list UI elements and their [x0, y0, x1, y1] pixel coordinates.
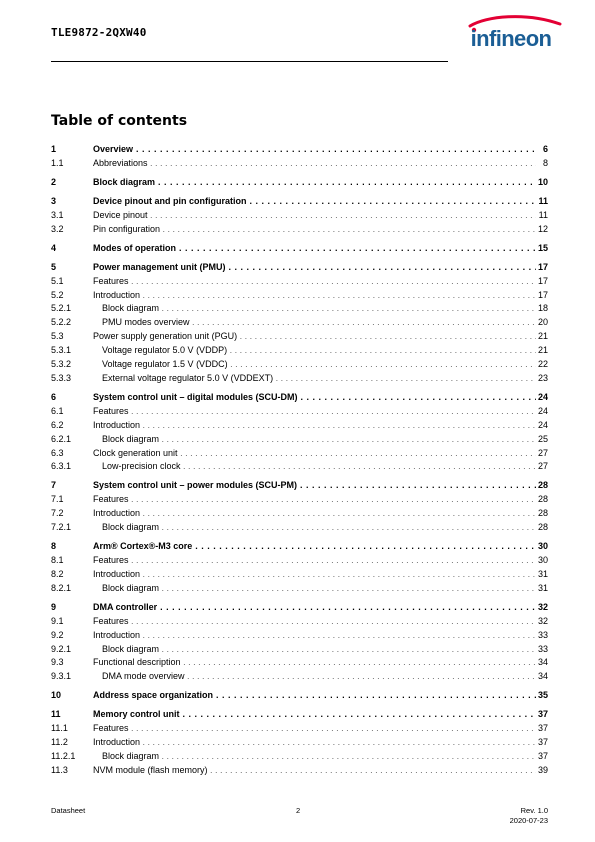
toc-entry-label[interactable]: Features . . .	[93, 722, 536, 734]
toc-entry[interactable]	[51, 209, 548, 221]
toc-entry[interactable]	[51, 568, 548, 580]
toc-entry-page[interactable]: 28	[537, 494, 548, 505]
toc-entry-number: 7	[51, 480, 57, 491]
toc-entry-page[interactable]: 32	[537, 601, 548, 612]
header-divider	[51, 61, 448, 62]
toc-entry[interactable]	[51, 493, 548, 505]
toc-entry-number: 9.2	[51, 629, 64, 640]
toc-entry-number: 11	[51, 709, 61, 720]
toc-entry[interactable]	[51, 302, 548, 314]
toc-entry[interactable]	[51, 629, 548, 641]
toc-entry-number: 1	[51, 144, 57, 154]
toc-entry-label[interactable]: Block diagram . . .	[102, 582, 536, 594]
toc-entry-page[interactable]: 31	[537, 582, 548, 593]
document-title: TLE9872-2QXW40	[51, 26, 147, 39]
toc-entry-label[interactable]: Introduction . . .	[93, 419, 536, 431]
toc-entry-label[interactable]: Voltage regulator 1.5 V (VDDC) . . .	[102, 358, 536, 370]
toc-entry[interactable]	[51, 554, 548, 566]
toc-entry-page[interactable]: 17	[537, 261, 548, 272]
toc-entry[interactable]	[51, 289, 548, 301]
logo-wordmark: infineon	[470, 26, 552, 51]
toc-entry-label[interactable]: NVM module (flash memory) . . .	[93, 764, 536, 776]
toc-entry-number: 7.2	[51, 508, 64, 519]
toc-entry-number: 6.3	[51, 447, 64, 458]
toc-entry-label[interactable]: Pin configuration . . .	[93, 223, 536, 235]
toc-entry-page[interactable]: 39	[537, 764, 548, 775]
toc-entry-label[interactable]: Device pinout . . .	[93, 209, 536, 221]
toc-entry-label[interactable]: External voltage regulator 5.0 V (VDDEXT) . . .	[102, 372, 536, 384]
toc-entry-page[interactable]: 24	[537, 391, 548, 402]
toc-entry-number: 9	[51, 601, 57, 612]
toc-entry-label[interactable]: Introduction . . .	[93, 289, 536, 301]
toc-entry-label[interactable]: Block diagram . . .	[93, 176, 536, 188]
toc-entry-label[interactable]: DMA mode overview . . .	[102, 670, 536, 682]
toc-entry-page[interactable]: 15	[537, 242, 548, 253]
toc-entry-page[interactable]: 18	[537, 303, 548, 314]
toc-entry[interactable]	[51, 656, 548, 668]
toc-entry-number: 5	[51, 261, 57, 272]
toc-entry-label[interactable]: DMA controller . . .	[93, 601, 536, 613]
toc-entry-number: 7.1	[51, 494, 64, 505]
toc-entry-label[interactable]: System control unit – digital modules (SCU-DM) . . .	[93, 391, 536, 403]
toc-entry[interactable]	[51, 507, 548, 519]
toc-entry[interactable]	[51, 447, 548, 459]
toc-entry-number: 6	[51, 391, 57, 402]
toc-entry-number: 5.2	[51, 289, 64, 300]
toc-entry[interactable]	[51, 736, 548, 748]
toc-entry-page[interactable]: 11	[538, 195, 548, 206]
toc-entry-label[interactable]: Modes of operation . . .	[93, 242, 536, 254]
toc-entry-label[interactable]: Voltage regulator 5.0 V (VDDP) . . .	[102, 344, 536, 356]
toc-entry-number: 3	[51, 195, 57, 206]
toc-entry[interactable]	[51, 540, 548, 552]
toc-entry-number: 8.2	[51, 568, 64, 579]
toc-entry-number: 5.3	[51, 331, 64, 342]
toc-entry-number: 9.3	[51, 657, 64, 668]
toc-entry-page[interactable]: 28	[537, 522, 548, 533]
toc-entry-page[interactable]: 27	[537, 447, 548, 458]
toc-entry-page[interactable]: 30	[537, 541, 548, 552]
footer-date: 2020-07-23	[509, 816, 548, 825]
toc-entry-label[interactable]: Device pinout and pin configuration . . .	[93, 195, 536, 207]
toc-entry-label[interactable]: Memory control unit . . .	[93, 708, 536, 720]
toc-entry-number: 7.2.1	[51, 522, 72, 533]
toc-entry-number: 5.3.1	[51, 345, 72, 356]
toc-entry-number: 8	[51, 541, 57, 552]
toc-entry-label[interactable]: Functional description . . .	[93, 656, 536, 668]
toc-entry-label[interactable]: Features . . .	[93, 275, 536, 287]
toc-entry[interactable]	[51, 176, 548, 188]
toc-entry-number: 1.1	[51, 157, 64, 168]
toc-entry-label[interactable]: Introduction . . .	[93, 736, 536, 748]
toc-entry-page[interactable]: 21	[537, 331, 548, 342]
toc-entry[interactable]	[51, 242, 548, 254]
toc-entry-page[interactable]: 11	[538, 209, 548, 220]
toc-entry-page[interactable]: 20	[537, 317, 548, 328]
toc-entry-number: 5.2.1	[51, 303, 72, 314]
toc-entry-page[interactable]: 27	[537, 461, 548, 472]
toc-entry-page[interactable]: 33	[537, 643, 548, 654]
toc-entry-page[interactable]: 17	[537, 289, 548, 300]
toc-entry-label[interactable]: Overview . . .	[93, 143, 536, 155]
toc-entry-number: 5.1	[51, 275, 64, 286]
toc-entry[interactable]	[51, 708, 548, 720]
toc-entry-page[interactable]: 33	[537, 629, 548, 640]
toc-entry-page[interactable]: 37	[537, 723, 548, 734]
toc-entry[interactable]	[51, 223, 548, 235]
toc-entry[interactable]	[51, 601, 548, 613]
toc-entry-page[interactable]: 37	[537, 751, 548, 761]
toc-entry-label[interactable]: Power management unit (PMU) . . .	[93, 261, 536, 273]
toc-entry-label[interactable]: Block diagram . . .	[102, 302, 536, 314]
toc-entry[interactable]	[51, 521, 548, 533]
toc-heading: Table of contents	[51, 113, 188, 129]
toc-entry-page[interactable]: 12	[537, 223, 548, 234]
toc-entry-number: 11.2	[51, 737, 68, 748]
toc-entry[interactable]	[51, 143, 548, 155]
toc-entry-label[interactable]: PMU modes overview . . .	[102, 316, 536, 328]
toc-entry-label[interactable]: Introduction . . .	[93, 568, 536, 580]
toc-entry-label[interactable]: Introduction . . .	[93, 507, 536, 519]
toc-entry-number: 6.1	[51, 405, 64, 416]
toc-entry-page[interactable]: 25	[537, 433, 548, 444]
toc-entry-number: 9.3.1	[51, 671, 72, 682]
toc-entry-number: 9.1	[51, 615, 64, 626]
toc-entry-page[interactable]: 34	[537, 657, 548, 668]
toc-entry-page[interactable]: 35	[537, 690, 548, 701]
toc-entry-page[interactable]: 24	[537, 419, 548, 430]
toc-entry[interactable]	[51, 479, 548, 491]
toc-entry-number: 11.2.1	[51, 751, 76, 761]
toc-entry-label[interactable]: Address space organization . . .	[93, 689, 536, 701]
toc-entry[interactable]	[51, 344, 548, 356]
toc-entry[interactable]	[51, 195, 548, 207]
toc-entry-page[interactable]: 37	[537, 737, 548, 748]
toc-entry[interactable]	[51, 358, 548, 370]
toc-entry-page[interactable]: 28	[537, 480, 548, 491]
toc-entry-number: 9.2.1	[51, 643, 72, 654]
toc-entry-number: 2	[51, 176, 57, 187]
toc-entry-number: 6.3.1	[51, 461, 72, 472]
toc-entry-label[interactable]: Clock generation unit . . .	[93, 447, 536, 459]
toc-entry-label[interactable]: Features . . .	[93, 405, 536, 417]
toc-entry-label[interactable]: Block diagram . . .	[102, 433, 536, 445]
toc-entry-number: 10	[51, 690, 62, 701]
toc-entry-label[interactable]: Power supply generation unit (PGU) . . .	[93, 330, 536, 342]
toc-entry-number: 8.1	[51, 555, 64, 565]
toc-entry-page[interactable]: 31	[537, 568, 548, 579]
toc-entry-label[interactable]: Arm® Cortex®-M3 core . . .	[93, 540, 536, 552]
toc-entry-page[interactable]: 22	[537, 359, 548, 369]
toc-entry[interactable]	[51, 460, 548, 472]
toc-entry-number: 5.2.2	[51, 317, 72, 328]
toc-entry-number: 5.3.2	[51, 359, 72, 369]
toc-entry[interactable]	[51, 391, 548, 403]
toc-entry-label[interactable]: Introduction . . .	[93, 629, 536, 641]
toc-entry[interactable]	[51, 582, 548, 594]
toc-entry-page[interactable]: 30	[537, 555, 548, 565]
toc-entry-page[interactable]: 8	[542, 157, 548, 168]
toc-entry-label[interactable]: System control unit – power modules (SCU-PM) . . .	[93, 479, 536, 491]
toc-entry[interactable]	[51, 764, 548, 776]
toc-entry[interactable]	[51, 157, 548, 169]
toc-entry-label[interactable]: Block diagram . . .	[102, 521, 536, 533]
toc-entry-page[interactable]: 32	[537, 615, 548, 626]
toc-entry-label[interactable]: Features . . .	[93, 615, 536, 627]
toc-entry-label[interactable]: Low-precision clock . . .	[102, 460, 536, 472]
toc-entry[interactable]	[51, 750, 548, 762]
footer-revision: Rev. 1.0	[520, 806, 548, 815]
toc-entry[interactable]	[51, 372, 548, 384]
infineon-logo	[456, 14, 566, 58]
toc-entry-label[interactable]: Features . . .	[93, 554, 536, 566]
toc-entry-number: 6.2	[51, 419, 64, 430]
toc-entry[interactable]	[51, 689, 548, 701]
toc-entry-page[interactable]: 23	[537, 372, 548, 383]
toc-entry-page[interactable]: 10	[537, 176, 548, 187]
toc-entry[interactable]	[51, 261, 548, 273]
toc-entry[interactable]	[51, 330, 548, 342]
toc-entry[interactable]	[51, 419, 548, 431]
toc-entry-number: 4	[51, 242, 57, 253]
toc-entry-page[interactable]: 6	[542, 144, 548, 154]
toc-entry[interactable]	[51, 643, 548, 655]
toc-entry[interactable]	[51, 433, 548, 445]
toc-entry-page[interactable]: 17	[537, 275, 548, 286]
toc-entry-page[interactable]: 34	[537, 671, 548, 682]
toc-entry-number: 3.1	[51, 209, 64, 220]
footer-page-number: 2	[296, 806, 301, 815]
toc-entry[interactable]	[51, 722, 548, 734]
toc-entry[interactable]	[51, 275, 548, 287]
toc-entry-page[interactable]: 28	[537, 508, 548, 519]
toc-entry-label[interactable]: Features . . .	[93, 493, 536, 505]
toc-entry-number: 11.1	[51, 723, 68, 734]
toc-entry-page[interactable]: 37	[537, 709, 548, 720]
toc-entry-label[interactable]: Block diagram . . .	[102, 750, 536, 762]
toc-entry-number: 8.2.1	[51, 582, 72, 593]
toc-entry-number: 3.2	[51, 223, 64, 234]
toc-entry[interactable]	[51, 615, 548, 627]
toc-entry-number: 6.2.1	[51, 433, 72, 444]
toc-entry-page[interactable]: 21	[537, 345, 548, 356]
toc-entry-page[interactable]: 24	[537, 405, 548, 416]
toc-entry[interactable]	[51, 670, 548, 682]
toc-entry-label[interactable]: Abbreviations . . .	[93, 157, 536, 169]
toc-entry[interactable]	[51, 316, 548, 328]
toc-entry-number: 5.3.3	[51, 372, 72, 383]
toc-entry-number: 11.3	[51, 764, 68, 775]
toc-entry[interactable]	[51, 405, 548, 417]
footer-doc-type: Datasheet	[51, 806, 86, 815]
toc-entry-label[interactable]: Block diagram . . .	[102, 643, 536, 655]
